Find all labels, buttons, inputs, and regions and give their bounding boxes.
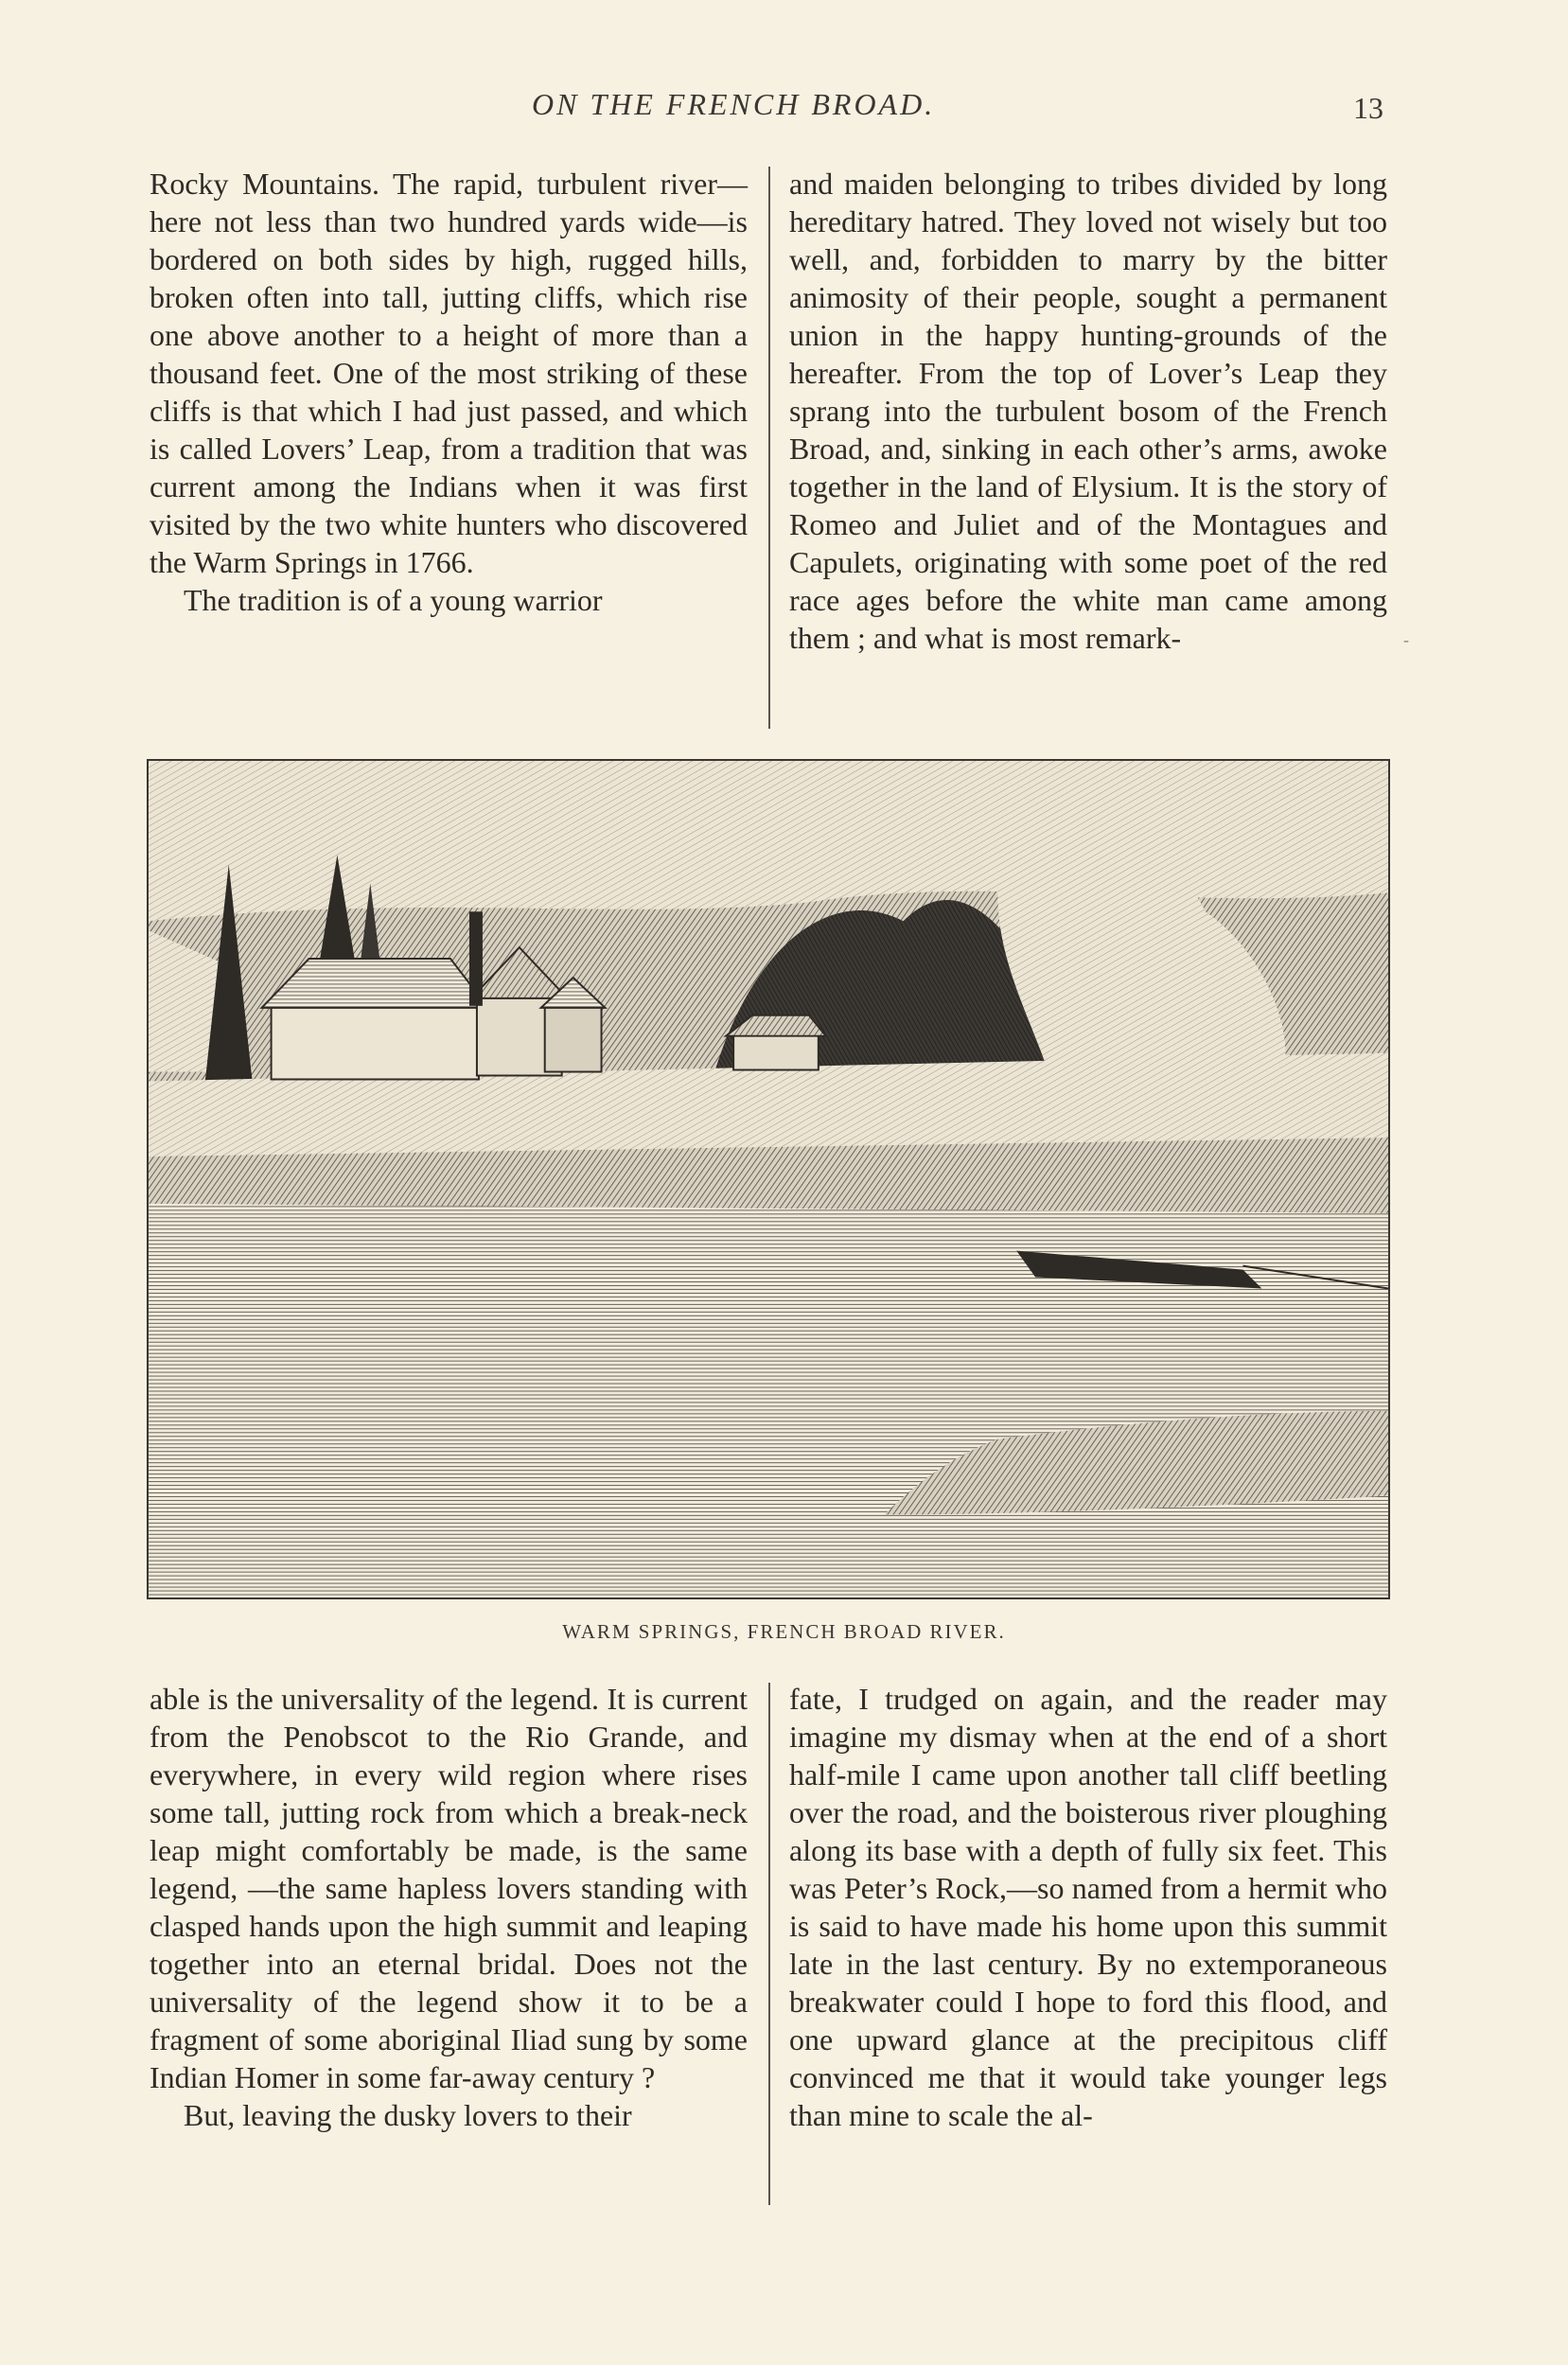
paragraph: fate, I trudged on again, and the reader may imagine my dismay when at the end of a short half-mile I came upon another tall cliff beetling over the road, and the boisterous river ploughing along its base with a depth of fully six feet. This was Peter’s Rock,—so named from a hermit who is said to have made his home upon this summit late in the last century. By no extemporaneous breakwater could I hope to ford this flood, and one upward glance at the precipitous cliff convinced me that it would take younger legs than mine to scale the al- <box>789 1682 1387 2132</box>
page-header <box>0 87 1568 134</box>
running-title: ON THE FRENCH BROAD. <box>532 87 936 121</box>
paragraph: and maiden belonging to tribes divided by long hereditary hatred. They loved not wisely but too well, and, forbidden to marry by the bitter animosity of their people, sought a permanent union in the happy hunting-grounds of the hereafter. From the top of Lover’s Leap they sprang into the turbulent bosom of the French Broad, and, sinking in each other’s arms, awoke together in the land of Elysium. It is the story of Romeo and Juliet and of the Montagues and Capulets, originating with some poet of the red race ages before the white man came among them ; and what is most remark- <box>789 167 1387 655</box>
paragraph: able is the universality of the legend. It is current from the Penobscot to the Rio Grande, and everywhere, in every wild region where rises some tall, jutting rock from which a break-neck leap might comfortably be made, is the same legend, —the same hapless lovers standing with clasped hands upon the high summit and leaping together into an eternal bridal. Does not the universality of the legend show it to be a fragment of some aboriginal Iliad sung by some Indian Homer in some far-away century ? <box>150 1682 748 2094</box>
illustration-caption: WARM SPRINGS, FRENCH BROAD RIVER. <box>562 1620 1006 1643</box>
engraving-illustration <box>147 759 1390 1599</box>
column-rule-top <box>768 167 770 729</box>
paragraph: The tradition is of a young warrior <box>184 583 603 617</box>
text-column-bottom-right <box>789 1680 1387 2134</box>
paragraph: But, leaving the dusky lovers to their <box>184 2098 632 2132</box>
engraving-scene <box>149 761 1388 1597</box>
text-column-top-right <box>789 165 1387 657</box>
column-rule-bottom <box>768 1683 770 2205</box>
text-column-bottom-left <box>150 1680 748 2134</box>
paragraph: Rocky Mountains. The rapid, turbulent river—here not less than two hundred yards wide—is bordered on both sides by high, rugged hills, broken often into tall, jutting cliffs, which rise one above another to a height of more than a thousand feet. One of the most striking of these cliffs is that which I had just passed, and which is called Lovers’ Leap, from a tradition that was current among the Indians when it was first visited by the two white hunters who discovered the Warm Springs in 1766. <box>150 167 748 579</box>
text-column-top-left <box>150 165 748 619</box>
margin-mark: - <box>1403 630 1409 649</box>
page-number: 13 <box>1353 91 1383 125</box>
